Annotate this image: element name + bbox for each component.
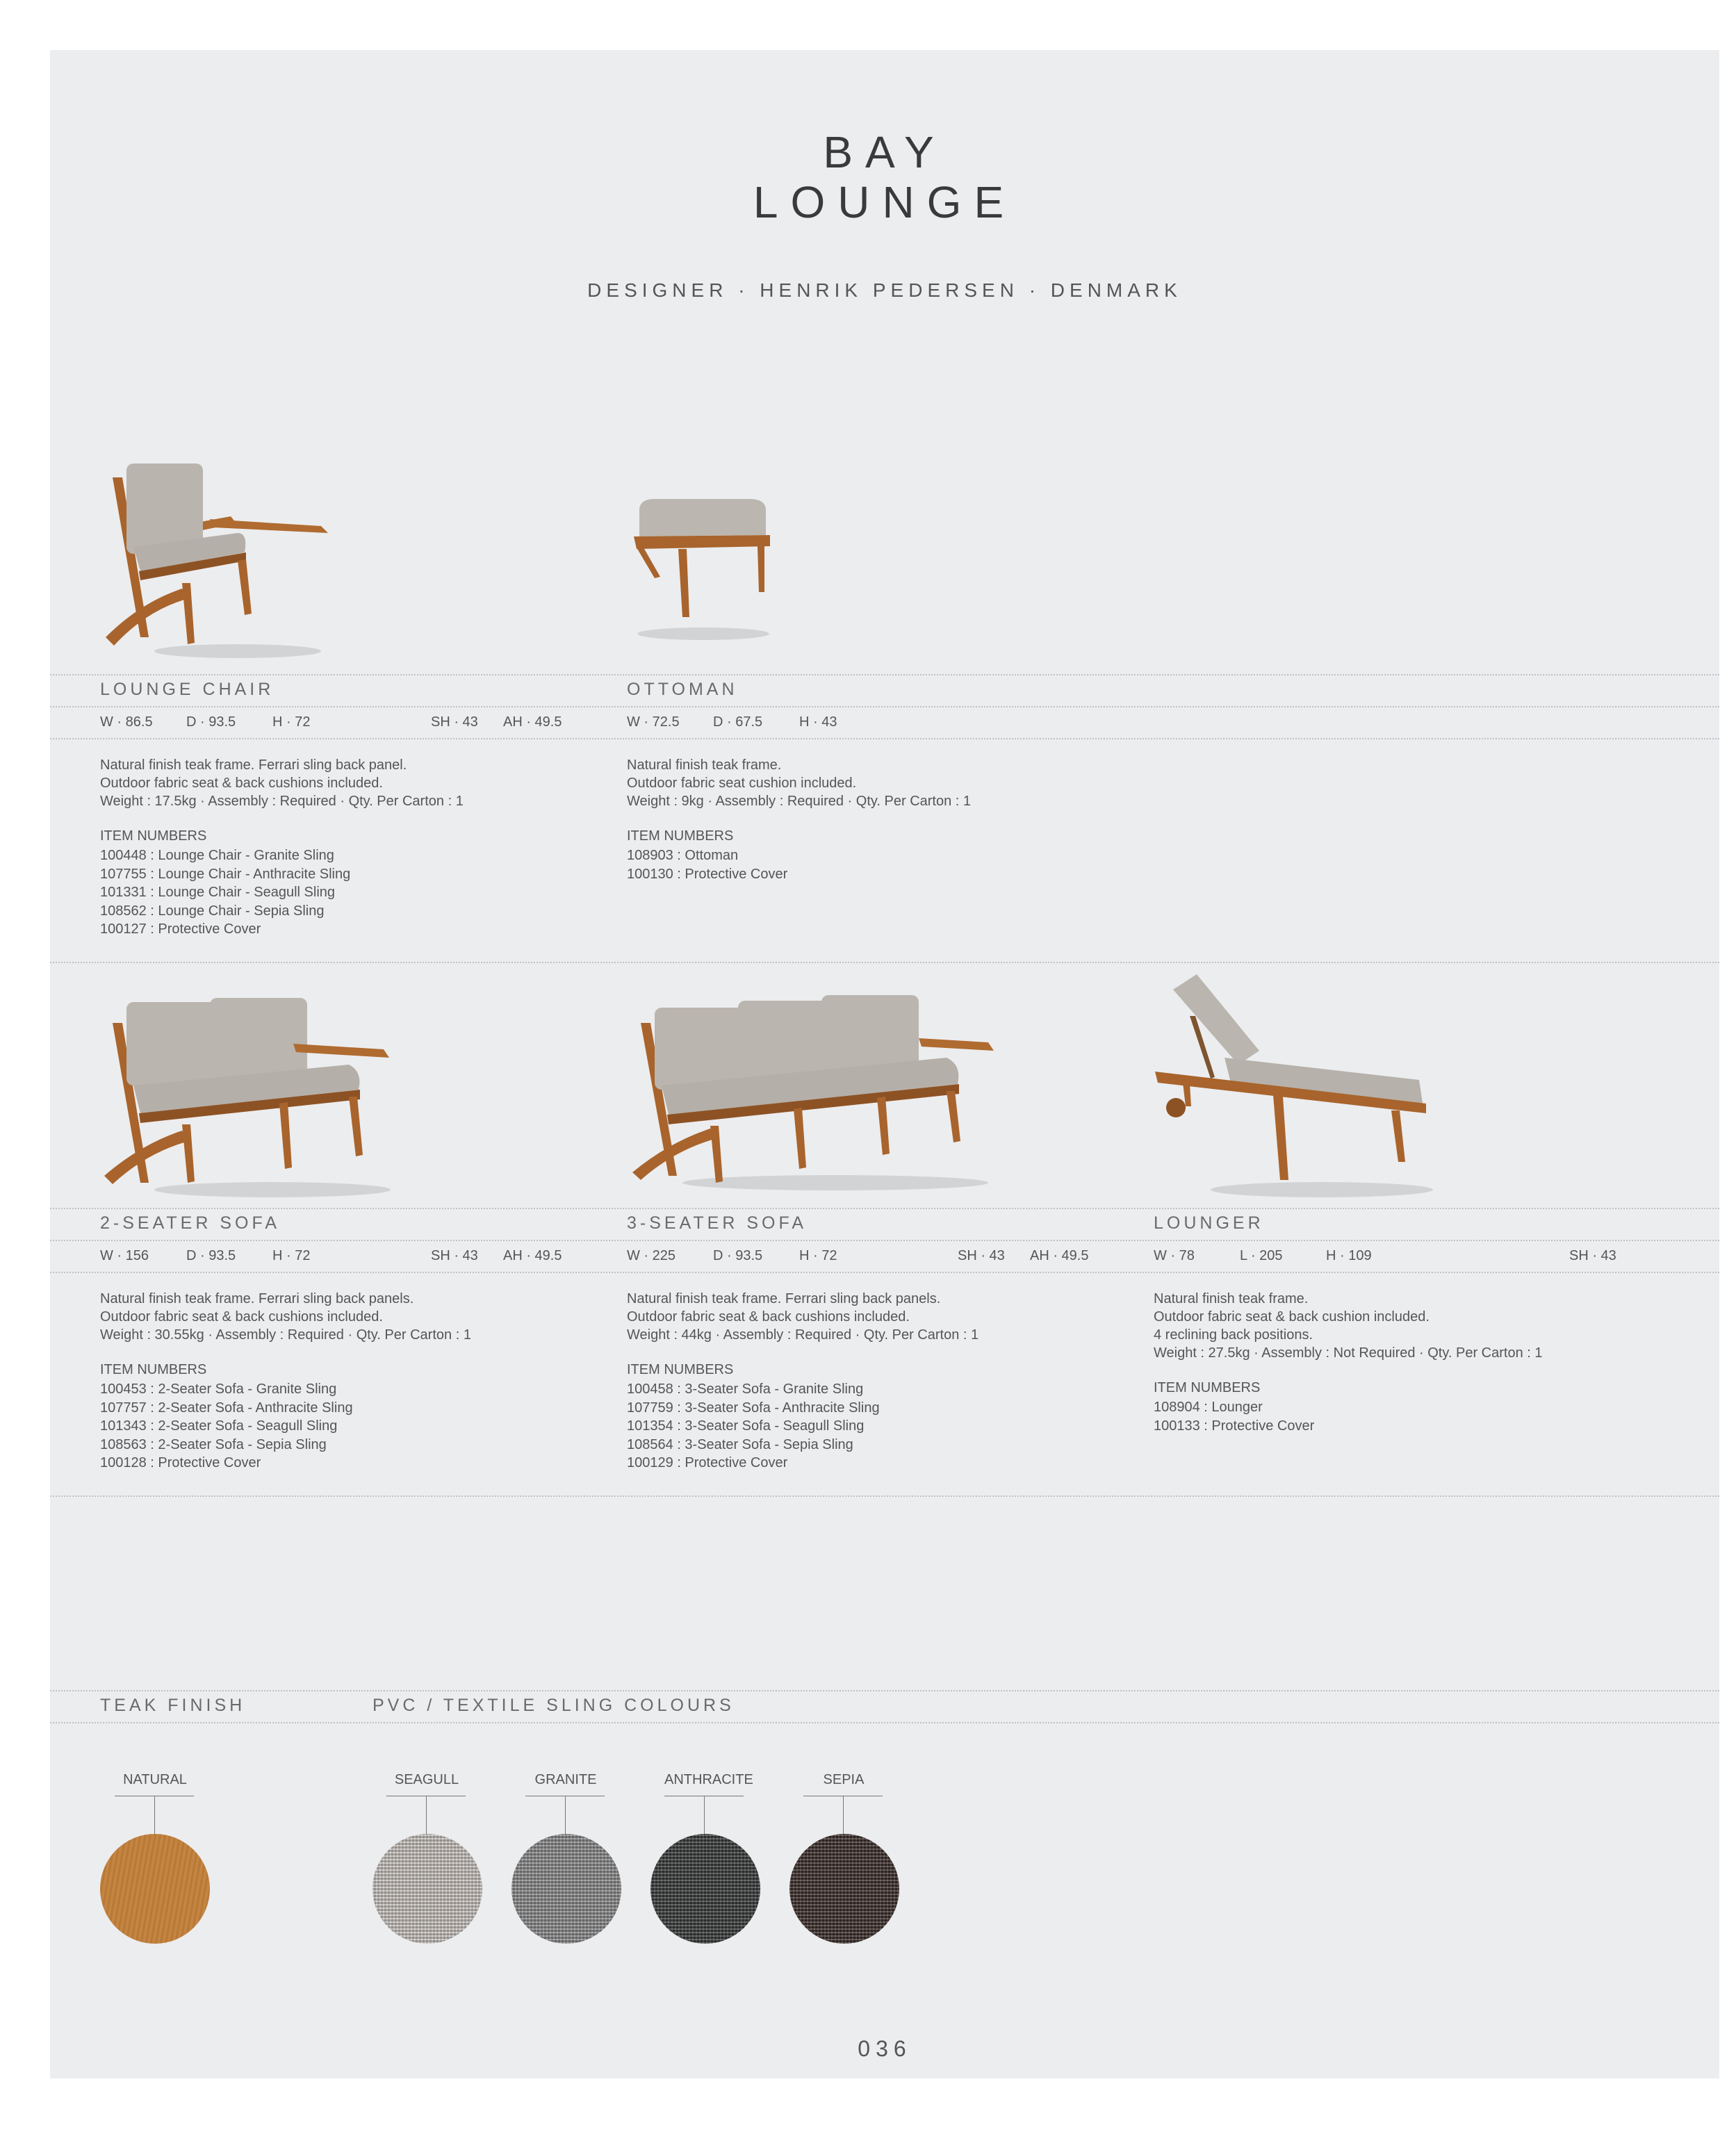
item-numbers-lounge-chair	[100, 846, 350, 939]
item-number: 108904 : Lounger	[1154, 1400, 1263, 1415]
swatch-anthracite	[650, 1834, 760, 1944]
description-ottoman: Natural finish teak frame. Outdoor fabric seat cushion included. Weight : 9kg · Assembly : Required · Qty. Per Carton : 1	[627, 757, 972, 809]
dim-length: L · 205	[1240, 1248, 1283, 1263]
product-name-2-seater-sofa: 2-SEATER SOFA	[100, 1213, 281, 1233]
item-numbers-heading: ITEM NUMBERS	[100, 1362, 207, 1377]
item-number: 100130 : Protective Cover	[627, 866, 788, 882]
dim-arm-height: AH · 49.5	[503, 1248, 562, 1263]
designer-credit: DESIGNER · HENRIK PEDERSEN · DENMARK	[587, 279, 1182, 301]
divider	[50, 1690, 1719, 1691]
item-number: 107755 : Lounge Chair - Anthracite Sling	[100, 866, 351, 882]
dim-depth: D · 67.5	[713, 714, 763, 730]
product-name-ottoman: OTTOMAN	[627, 680, 738, 699]
divider	[50, 706, 1719, 707]
item-number: 108564 : 3-Seater Sofa - Sepia Sling	[627, 1436, 853, 1452]
page-number: 036	[858, 2036, 912, 2061]
lounge-chair-image	[99, 429, 349, 665]
divider	[50, 738, 1719, 739]
divider	[50, 1240, 1719, 1241]
dim-width: W · 72.5	[627, 714, 680, 730]
swatch-stem	[843, 1796, 844, 1834]
item-numbers-heading: ITEM NUMBERS	[1154, 1380, 1261, 1395]
dim-arm-height: AH · 49.5	[1030, 1248, 1089, 1263]
item-number: 100133 : Protective Cover	[1154, 1418, 1315, 1434]
divider	[50, 1495, 1719, 1497]
item-numbers-heading: ITEM NUMBERS	[627, 828, 734, 844]
dimensions-lounge-chair	[100, 714, 587, 732]
divider	[50, 1208, 1719, 1209]
description-lounge-chair: Natural finish teak frame. Ferrari sling back panel. Outdoor fabric seat & back cushions included. Weight : 17.5kg · Assembly : Required · Qty. Per Carton : 1	[100, 757, 464, 809]
item-number: 107757 : 2-Seater Sofa - Anthracite Sling	[100, 1400, 353, 1416]
description-2-seater-sofa: Natural finish teak frame. Ferrari sling back panels. Outdoor fabric seat & back cushions included. Weight : 30.55kg · Assembly : Required · Qty. Per Carton : 1	[100, 1291, 471, 1343]
dim-depth: D · 93.5	[186, 714, 236, 730]
item-number: 100128 : Protective Cover	[100, 1455, 261, 1470]
item-number: 108563 : 2-Seater Sofa - Sepia Sling	[100, 1436, 327, 1452]
dim-height: H · 43	[799, 714, 837, 730]
swatch-label-sepia: SEPIA	[823, 1772, 865, 1787]
dim-width: W · 78	[1154, 1248, 1195, 1263]
item-number: 100127 : Protective Cover	[100, 921, 261, 937]
divider	[50, 1272, 1719, 1273]
item-number: 101343 : 2-Seater Sofa - Seagull Sling	[100, 1418, 338, 1434]
swatch-label-anthracite: ANTHRACITE	[664, 1772, 753, 1787]
item-number: 101331 : Lounge Chair - Seagull Sling	[100, 885, 336, 900]
swatch-label-natural: NATURAL	[123, 1772, 187, 1787]
item-number: 108903 : Ottoman	[627, 848, 739, 863]
dimensions-2-seater-sofa	[100, 1248, 587, 1266]
dim-height: H · 72	[272, 714, 311, 730]
item-numbers-heading: ITEM NUMBERS	[100, 828, 207, 844]
dim-arm-height: AH · 49.5	[503, 714, 562, 730]
item-number: 100448 : Lounge Chair - Granite Sling	[100, 848, 334, 863]
swatch-label-granite: GRANITE	[534, 1772, 597, 1787]
swatch-natural-teak	[100, 1834, 210, 1944]
dim-height: H · 109	[1326, 1248, 1372, 1263]
dim-depth: D · 93.5	[186, 1248, 236, 1263]
dim-height: H · 72	[272, 1248, 311, 1263]
item-numbers-lounger	[1154, 1398, 1314, 1435]
item-number: 101354 : 3-Seater Sofa - Seagull Sling	[627, 1418, 865, 1434]
swatch-sepia	[789, 1834, 899, 1944]
dim-height: H · 72	[799, 1248, 837, 1263]
product-name-lounger: LOUNGER	[1154, 1213, 1264, 1233]
swatch-stem	[565, 1796, 566, 1834]
dimensions-lounger	[1154, 1248, 1640, 1266]
dim-depth: D · 93.5	[713, 1248, 763, 1263]
teak-finish-heading: TEAK FINISH	[100, 1696, 246, 1715]
page-title-line2: LOUNGE	[753, 177, 1017, 227]
item-number: 100129 : Protective Cover	[627, 1455, 788, 1470]
item-number: 108562 : Lounge Chair - Sepia Sling	[100, 903, 325, 919]
product-name-3-seater-sofa: 3-SEATER SOFA	[627, 1213, 808, 1233]
three-seater-sofa-image	[627, 960, 1016, 1197]
swatch-stem	[426, 1796, 427, 1834]
item-numbers-2-seater-sofa	[100, 1380, 353, 1473]
description-lounger: Natural finish teak frame. Outdoor fabric seat & back cushion included. 4 reclining back positions. Weight : 27.5kg · Assembly : Not Required · Qty. Per Carton : 1	[1154, 1291, 1543, 1361]
lounger-image	[1155, 953, 1454, 1204]
item-numbers-heading: ITEM NUMBERS	[627, 1362, 734, 1377]
ottoman-image	[627, 495, 780, 648]
swatch-seagull	[372, 1834, 482, 1944]
two-seater-sofa-image	[99, 967, 418, 1204]
divider	[50, 1722, 1719, 1723]
item-numbers-ottoman	[627, 846, 787, 883]
dim-seat-height: SH · 43	[958, 1248, 1005, 1263]
dim-width: W · 225	[627, 1248, 676, 1263]
dimensions-ottoman	[627, 714, 1113, 732]
dim-width: W · 156	[100, 1248, 149, 1263]
dim-seat-height: SH · 43	[431, 1248, 478, 1263]
page-title-line1: BAY	[823, 127, 947, 177]
swatch-granite	[511, 1834, 621, 1944]
dim-seat-height: SH · 43	[1569, 1248, 1616, 1263]
item-numbers-3-seater-sofa	[627, 1380, 880, 1473]
catalog-page	[50, 50, 1719, 2079]
item-number: 100458 : 3-Seater Sofa - Granite Sling	[627, 1382, 864, 1397]
dim-seat-height: SH · 43	[431, 714, 478, 730]
item-number: 100453 : 2-Seater Sofa - Granite Sling	[100, 1382, 337, 1397]
swatch-label-seagull: SEAGULL	[394, 1772, 459, 1787]
swatch-stem	[704, 1796, 705, 1834]
divider	[50, 674, 1719, 675]
dim-width: W · 86.5	[100, 714, 153, 730]
item-number: 107759 : 3-Seater Sofa - Anthracite Sling	[627, 1400, 880, 1416]
swatch-stem	[154, 1796, 155, 1834]
divider	[50, 962, 1719, 963]
description-3-seater-sofa: Natural finish teak frame. Ferrari sling back panels. Outdoor fabric seat & back cushions included. Weight : 44kg · Assembly : Required · Qty. Per Carton : 1	[627, 1291, 979, 1343]
sling-colours-heading: PVC / TEXTILE SLING COLOURS	[372, 1696, 735, 1715]
product-name-lounge-chair: LOUNGE CHAIR	[100, 680, 275, 699]
dimensions-3-seater-sofa	[627, 1248, 1113, 1266]
